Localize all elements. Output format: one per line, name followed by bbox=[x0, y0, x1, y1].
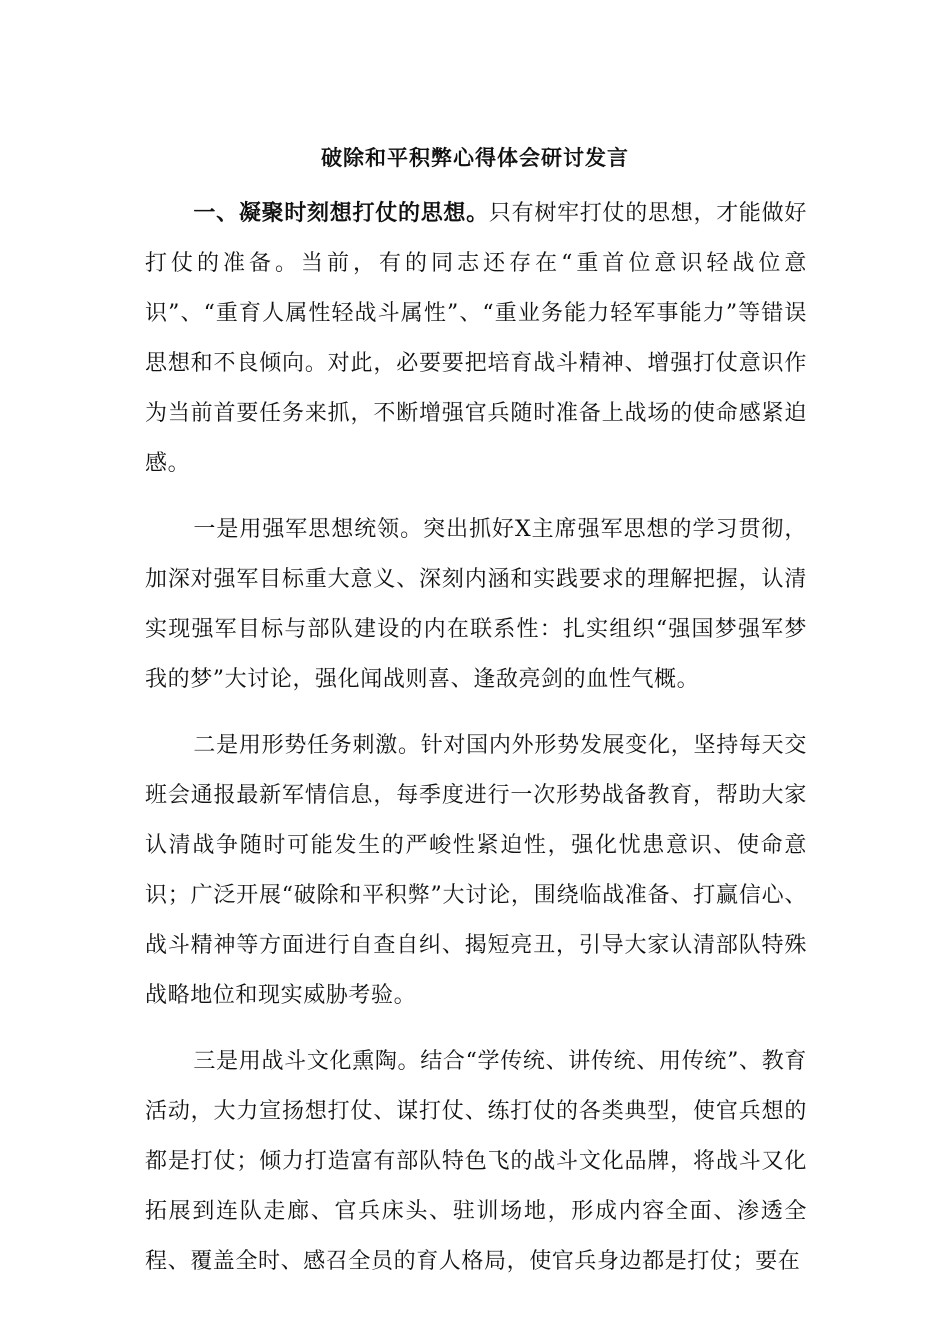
paragraph-2-text: 一是用强军思想统领。突出抓好X主席强军思想的学习贯彻，加深对强军目标重大意义、深刻内涵和实践要求的理解把握，认清实现强军目标与部队建设的内在联系性：扎实组织“强国梦强军梦我的梦”大讨论，强化闻战则喜、逢敌亮剑的血性气概。 bbox=[145, 517, 807, 692]
paragraph-2 bbox=[145, 505, 807, 705]
document-title: 破除和平积弊心得体会研讨发言 bbox=[321, 145, 629, 170]
paragraph-4-text: 三是用战斗文化熏陶。结合“学传统、讲传统、用传统”、教育活动，大力宣扬想打仗、谋打仗、练打仗的各类典型，使官兵想的都是打仗；倾力打造富有部队特色飞的战斗文化品牌，将战斗又化拓展到连队走廊、官兵床头、驻训场地，形成内容全面、渗透全程、覆盖全时、感召全员的育人格局，使官兵身边都是打仗；要在 bbox=[145, 1049, 807, 1274]
paragraph-1 bbox=[145, 188, 807, 489]
paragraph-3 bbox=[145, 721, 807, 1021]
paragraph-1-heading: 一、凝聚时刻想打仗的思想。 bbox=[193, 200, 489, 226]
paragraph-4 bbox=[145, 1037, 807, 1287]
paragraph-3-text: 二是用形势任务刺激。针对国内外形势发展变化，坚持每天交班会通报最新军情信息，每季度进行一次形势战备教育，帮助大家认清战争随时可能发生的严峻性紧迫性，强化忧患意识、使命意识；广泛开展“破除和平积弊”大讨论，围绕临战准备、打赢信心、战斗精神等方面进行自查自纠、揭短亮丑，引导大家认清部队特殊战略地位和现实威胁考验。 bbox=[145, 733, 807, 1008]
document-body bbox=[145, 188, 807, 1287]
paragraph-1-text: 只有树牢打仗的思想，才能做好打仗的准备。当前，有的同志还存在“重首位意识轻战位意识”、“重育人属性轻战斗属性”、“重业务能力轻军事能力”等错误思想和不良倾向。对此，必要要把培育战斗精神、增强打仗意识作为当前首要任务来抓，不断增强官兵随时准备上战场的使命感紧迫感。 bbox=[145, 201, 807, 476]
